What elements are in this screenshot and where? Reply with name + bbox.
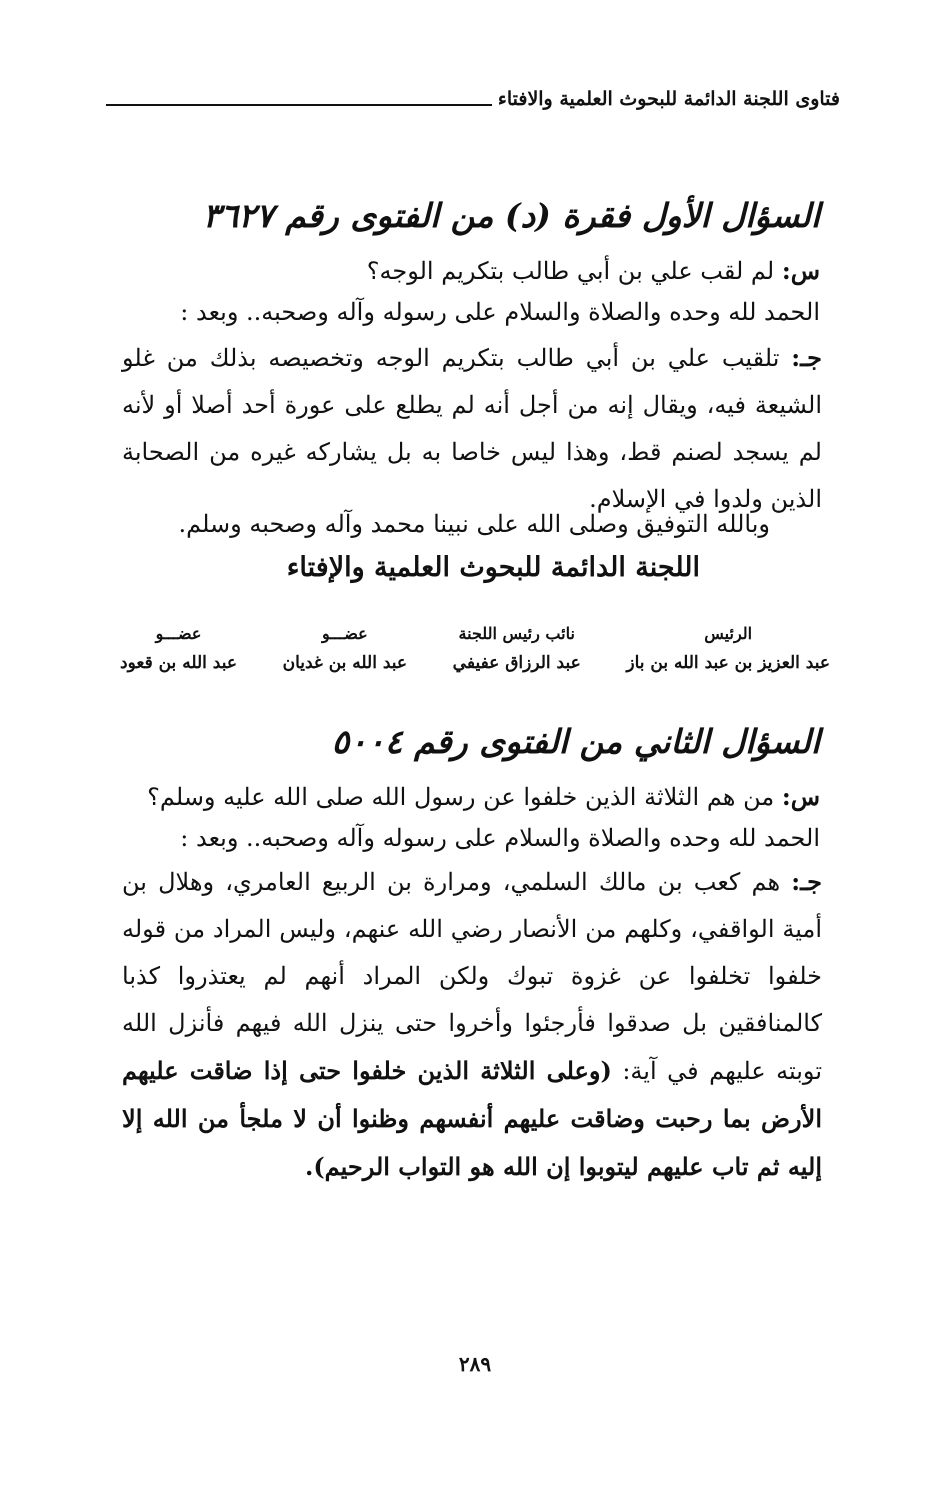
- answer-text: هم كعب بن مالك السلمي، ومرارة بن الربيع العامري، وهلال بن أمية الواقفي، وكلهم من الأنصار رضي الله عنهم، وليس المراد من قوله خلفوا تخلفوا عن غزوة تبوك ولكن المراد أنهم لم يعتذروا كذبا كالمنافقين بل صدقوا فأرجئوا وأخروا حتى ينزل الله فيهم فأنزل الله توبته عليهم في آية:: [122, 868, 823, 1085]
- answer-label: جـ:: [791, 343, 822, 372]
- fatwa1-praise: الحمد لله وحده والصلاة والسلام على رسوله وآله وصحبه.. وبعد :: [180, 298, 820, 326]
- signature-role: عضـــو: [321, 624, 368, 643]
- signatures: [120, 624, 830, 673]
- signature-role: عضـــو: [155, 624, 202, 643]
- answer-label: جـ:: [791, 867, 822, 896]
- answer-text: تلقيب علي بن أبي طالب بتكريم الوجه وتخصيصه بذلك من غلو الشيعة فيه، ويقال إنه من أجل أنه لم يطلع على عورة أحد أصلا أو لأنه لم يسجد لصنم قط، وهذا ليس خاصا به بل يشاركه غيره من الصحابة الذين ولدوا في الإسلام.: [122, 344, 822, 513]
- signature-name: عبد الرزاق عفيفي: [452, 653, 581, 673]
- running-header: [106, 88, 840, 110]
- signature-vice-president: [453, 624, 581, 673]
- fatwa1-heading: السؤال الأول فقرة (د) من الفتوى رقم ٣٦٢٧: [202, 196, 820, 235]
- signature-member-1: [283, 624, 407, 673]
- signature-member-2: [120, 624, 237, 673]
- page-number: ٢٨٩: [458, 1352, 492, 1376]
- fatwa2-answer: [122, 858, 822, 1191]
- quran-quote: (وعلى الثلاثة الذين خلفوا حتى إذا ضاقت عليهم الأرض بما رحبت وضاقت عليهم أنفسهم وظنوا أن لا ملجأ من الله إلا إليه ثم تاب عليهم ليتوبوا إن الله هو التواب الرحيم).: [122, 1056, 822, 1181]
- fatwa2-heading: السؤال الثاني من الفتوى رقم ٥٠٠٤: [331, 722, 820, 761]
- header-rule: [106, 104, 492, 106]
- fatwa2-praise: الحمد لله وحده والصلاة والسلام على رسوله وآله وصحبه.. وبعد :: [180, 824, 820, 852]
- question-label: س:: [781, 782, 820, 811]
- signature-name: عبد الله بن غديان: [282, 653, 408, 673]
- fatwa2-question: [147, 782, 820, 811]
- fatwa1-question: [367, 256, 820, 285]
- running-header-title: فتاوى اللجنة الدائمة للبحوث العلمية والافتاء: [497, 88, 840, 110]
- fatwa1-closing: وبالله التوفيق وصلى الله على نبينا محمد وآله وصحبه وسلم.: [178, 510, 770, 538]
- question-label: س:: [781, 256, 820, 285]
- signature-role: الرئيس: [704, 624, 753, 643]
- signature-name: عبد الله بن قعود: [120, 653, 237, 673]
- question-text: لم لقب علي بن أبي طالب بتكريم الوجه؟: [366, 257, 782, 285]
- signature-role: نائب رئيس اللجنة: [458, 624, 575, 643]
- question-text: من هم الثلاثة الذين خلفوا عن رسول الله صلى الله عليه وسلم؟: [147, 783, 782, 811]
- signature-name: عبد العزيز بن عبد الله بن باز: [626, 653, 830, 673]
- fatwa1-answer: [122, 334, 822, 523]
- fatwa1-committee: اللجنة الدائمة للبحوث العلمية والإفتاء: [286, 552, 700, 583]
- signature-president: [626, 624, 830, 673]
